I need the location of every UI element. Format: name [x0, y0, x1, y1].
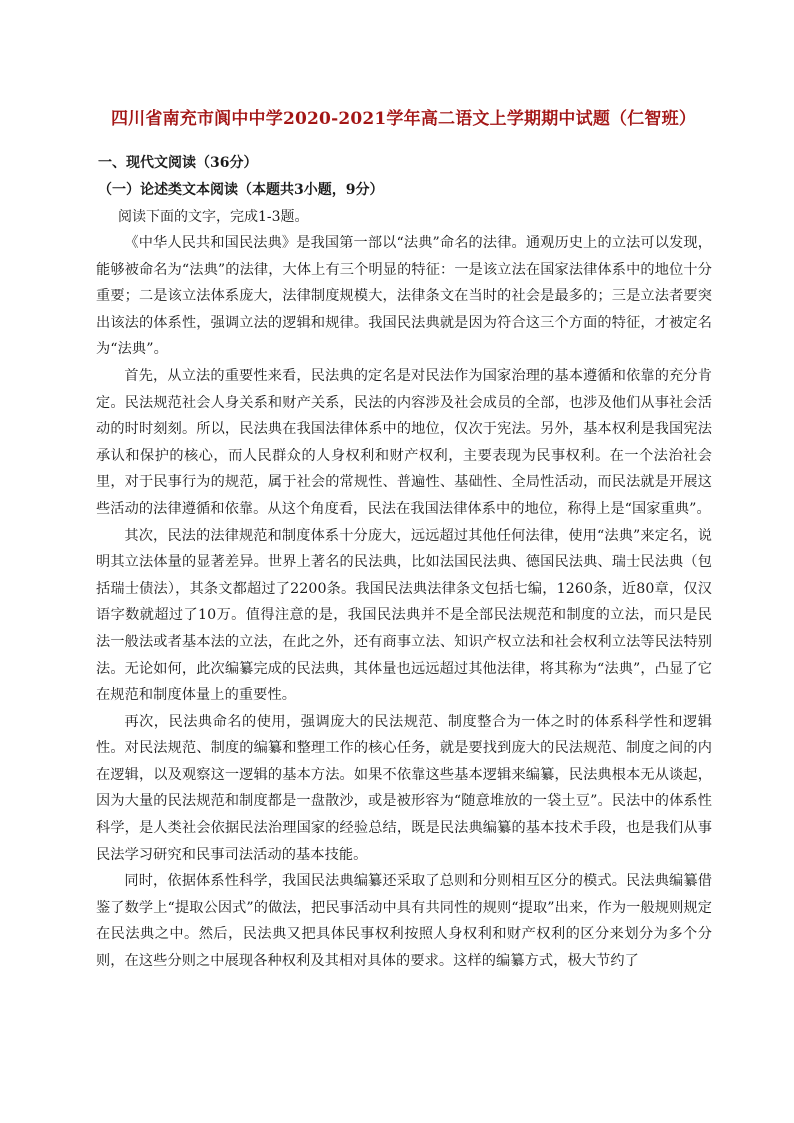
- passage-paragraph-1: 《中华人民共和国民法典》是我国第一部以“法典”命名的法律。通观历史上的立法可以发现，能够被命名为“法典”的法律，大体上有三个明显的特征：一是该立法在国家法律体系中的地位十分重要；二是该立法体系庞大，法律制度规模大，法律条文在当时的社会是最多的；三是立法者要突出该法的体系性，强调立法的逻辑和规律。我国民法典就是因为符合这三个方面的特征，才被定名为“法典”。: [96, 235, 712, 358]
- passage-paragraph-4: 再次，民法典命名的使用，强调庞大的民法规范、制度整合为一体之时的体系科学性和逻辑性。对民法规范、制度的编纂和整理工作的核心任务，就是要找到庞大的民法规范、制度之间的内在逻辑，以及观察这一逻辑的基本方法。如果不依靠这些基本逻辑来编纂，民法典根本无从谈起，因为大量的民法规范和制度都是一盘散沙，或是被形容为“随意堆放的一袋土豆”。民法中的体系性科学，是人类社会依据民法治理国家的经验总结，既是民法典编纂的基本技术手段，也是我们从事民法学习研究和民事司法活动的基本技能。: [96, 713, 712, 863]
- passage-paragraph-3: 其次，民法的法律规范和制度体系十分庞大，远远超过其他任何法律，使用“法典”来定名，说明其立法体量的显著差异。世界上著名的民法典，比如法国民法典、德国民法典、瑞士民法典（包括瑞士债法），其条文都超过了2200条。我国民法典法律条文包括七编，1260条，近80章，仅汉语字数就超过了10万。值得注意的是，我国民法典并不是全部民法规范和制度的立法，而只是民法一般法或者基本法的立法，在此之外，还有商事立法、知识产权立法和社会权利立法等民法特别法。无论如何，此次编纂完成的民法典，其体量也远远超过其他法律，将其称为“法典”，凸显了它在规范和制度体量上的重要性。: [96, 527, 712, 704]
- passage-paragraph-5: 同时，依据体系性科学，我国民法典编纂还采取了总则和分则相互区分的模式。民法典编纂借鉴了数学上“提取公因式”的做法，把民事活动中具有共同性的规则“提取”出来，作为一般规则规定在民法典之中。然后，民法典又把具体民事权利按照人身权利和财产权利的区分来划分为多个分则，在这些分则之中展现各种权利及其相对具体的要求。这样的编纂方式，极大节约了: [96, 873, 712, 970]
- passage-paragraph-2: 首先，从立法的重要性来看，民法典的定名是对民法作为国家治理的基本遵循和依靠的充分肯定。民法规范社会人身关系和财产关系，民法的内容涉及社会成员的全部，也涉及他们从事社会活动的时时刻刻。所以，民法典在我国法律体系中的地位，仅次于宪法。另外，基本权利是我国宪法承认和保护的核心，而人民群众的人身权利和财产权利，主要表现为民事权利。在一个法治社会里，对于民事行为的规范，属于社会的常规性、普遍性、基础性、全局性活动，而民法就是开展这些活动的法律遵循和依靠。从这个角度看，民法在我国法律体系中的地位，称得上是“国家重典”。: [96, 367, 712, 517]
- subsection-heading: （一）论述类文本阅读（本题共3小题，9分）: [98, 182, 384, 198]
- document-title: 四川省南充市阆中中学2020-2021学年高二语文上学期期中试题（仁智班）: [110, 109, 697, 129]
- passage-body: [96, 230, 712, 975]
- reading-instructions: 阅读下面的文字，完成1-3题。: [118, 209, 309, 225]
- section-heading: 一、现代文阅读（36分）: [98, 155, 258, 171]
